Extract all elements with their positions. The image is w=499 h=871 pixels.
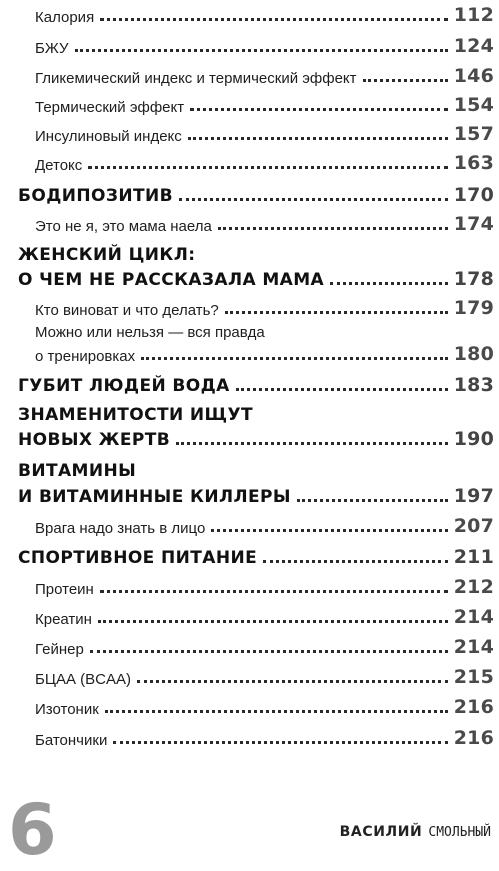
toc-entry-page: 180 [453, 343, 494, 365]
toc-entry-title: Это не я, это мама наела [35, 218, 212, 235]
toc-chapter[interactable] [18, 430, 494, 449]
toc-entry-title-line1: Можно или нельзя — вся правда [35, 324, 265, 341]
toc-chapter-title: ГУБИТ ЛЮДЕЙ ВОДА [18, 376, 230, 396]
toc-entry[interactable] [18, 668, 494, 687]
dot-leader [176, 442, 448, 445]
toc-entry-page: 179 [453, 297, 494, 319]
dot-leader [188, 137, 448, 140]
toc-entry-page: 214 [453, 606, 494, 628]
toc-chapter-page: 190 [453, 428, 494, 450]
toc-entry-title: Изотоник [35, 701, 99, 718]
toc-chapter[interactable] [18, 186, 494, 205]
toc-entry-page: 154 [453, 94, 494, 116]
toc-entry-title: Гейнер [35, 641, 84, 658]
toc-chapter-title: СПОРТИВНОЕ ПИТАНИЕ [18, 548, 258, 568]
toc-entry-title: Гликемический индекс и термический эффект [35, 70, 357, 87]
toc-entry[interactable] [18, 125, 494, 144]
toc-entry-title: БЦАА (BCAA) [35, 671, 131, 688]
toc-entry-title: о тренировках [35, 348, 136, 365]
dot-leader [297, 499, 448, 502]
toc-chapter[interactable] [18, 376, 494, 395]
page-number: 6 [8, 789, 57, 871]
toc-entry-title: Калория [35, 9, 95, 26]
toc-entry-title: Врага надо знать в лицо [35, 520, 206, 537]
toc-entry[interactable] [18, 517, 494, 536]
dot-leader [90, 650, 448, 653]
dot-leader [211, 529, 447, 532]
toc-chapter[interactable] [18, 548, 494, 567]
toc-entry[interactable] [18, 345, 494, 364]
toc-entry-page: 212 [453, 576, 494, 598]
toc-entry[interactable] [18, 96, 494, 115]
toc-entry[interactable] [18, 6, 494, 25]
toc-chapter-title-line1: ЗНАМЕНИТОСТИ ИЩУТ [18, 405, 253, 425]
toc-entry[interactable] [18, 638, 494, 657]
dot-leader [330, 282, 448, 285]
toc-entry[interactable] [18, 608, 494, 627]
toc-entry[interactable] [18, 729, 494, 748]
toc-entry[interactable] [18, 215, 494, 234]
toc-entry-title: БЖУ [35, 40, 69, 57]
toc-chapter-title: И ВИТАМИННЫЕ КИЛЛЕРЫ [18, 487, 291, 507]
toc-entry-page: 157 [453, 123, 494, 145]
toc-chapter-page: 197 [453, 485, 494, 507]
toc-entry[interactable] [18, 299, 494, 318]
toc-entry-page: 174 [453, 213, 494, 235]
toc-entry-page: 216 [453, 696, 494, 718]
dot-leader [141, 357, 448, 360]
toc-entry[interactable] [18, 578, 494, 597]
toc-entry-title: Кто виноват и что делать? [35, 302, 219, 319]
dot-leader [100, 18, 448, 21]
toc-entry-title: Батончики [35, 732, 108, 749]
toc-chapter[interactable] [18, 270, 494, 289]
toc-entry[interactable] [18, 698, 494, 717]
toc-chapter-title-line1: ЖЕНСКИЙ ЦИКЛ: [18, 245, 196, 265]
toc-entry-page: 124 [453, 35, 494, 57]
author-last-name: СМОЛЬНЫЙ [428, 825, 491, 840]
dot-leader [137, 680, 448, 683]
dot-leader [263, 560, 448, 563]
dot-leader [190, 108, 448, 111]
toc-entry-page: 163 [453, 152, 494, 174]
toc-entry-title: Креатин [35, 611, 92, 628]
toc-chapter-title: БОДИПОЗИТИВ [18, 186, 173, 206]
toc-entry-page: 215 [453, 666, 494, 688]
toc-entry-title: Протеин [35, 581, 94, 598]
dot-leader [363, 79, 448, 82]
author-first-name: ВАСИЛИЙ [339, 824, 423, 840]
toc-chapter-page: 183 [453, 374, 494, 396]
toc-chapter-page: 178 [453, 268, 494, 290]
toc-entry-page: 216 [453, 727, 494, 749]
author-name [340, 823, 491, 840]
toc-entry-page: 146 [453, 65, 494, 87]
toc-entry-title: Детокс [35, 157, 83, 174]
toc-entry-page: 112 [453, 4, 494, 26]
toc-entry-title: Термический эффект [35, 99, 185, 116]
toc-chapter-title: НОВЫХ ЖЕРТВ [18, 430, 171, 450]
dot-leader [225, 311, 448, 314]
toc-entry-title: Инсулиновый индекс [35, 128, 182, 145]
toc-entry-page: 214 [453, 636, 494, 658]
dot-leader [100, 590, 448, 593]
toc-entry[interactable] [18, 37, 494, 56]
toc-chapter-title: О ЧЕМ НЕ РАССКАЗАЛА МАМА [18, 270, 325, 290]
toc-entry[interactable] [18, 154, 494, 173]
toc-entry-page: 207 [453, 515, 494, 537]
dot-leader [218, 227, 448, 230]
dot-leader [88, 166, 447, 169]
toc-chapter-title-line1: ВИТАМИНЫ [18, 461, 137, 481]
toc-chapter-page: 170 [453, 184, 494, 206]
toc-chapter-page: 211 [453, 546, 494, 568]
toc-chapter[interactable] [18, 487, 494, 506]
dot-leader [98, 620, 448, 623]
toc-entry[interactable] [18, 67, 494, 86]
dot-leader [236, 388, 448, 391]
dot-leader [105, 710, 448, 713]
dot-leader [75, 49, 448, 52]
dot-leader [179, 198, 448, 201]
dot-leader [113, 741, 447, 744]
